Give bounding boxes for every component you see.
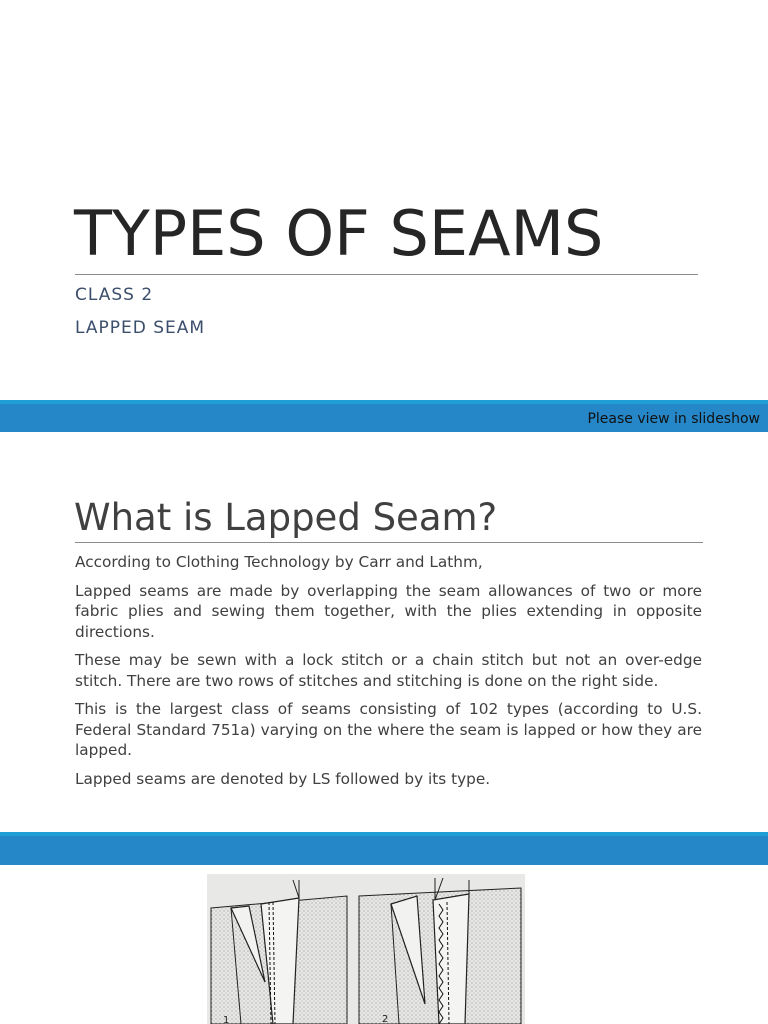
slide-separator-band [0, 400, 768, 432]
band-edge-line-2 [0, 832, 768, 836]
heading-divider [75, 542, 703, 543]
slide-separator-band-2 [0, 832, 768, 865]
band-edge-line [0, 400, 768, 404]
paragraph-stitches: These may be sewn with a lock stitch or a chain stitch but not an over-edge stitch. There are two rows of stitches and stitching is done on the right side. [75, 651, 702, 690]
paragraph-definition: Lapped seams are made by overlapping the seam allowances of two or more fabric plies and sewing them together, with the plies extending in opposite directions. [75, 581, 702, 641]
figure-label-2: 2 [382, 1014, 389, 1024]
title-slide [0, 0, 768, 400]
definition-body [75, 552, 702, 797]
seam-diagram-right [359, 878, 521, 1024]
slide-title: TYPES OF SEAMS [74, 197, 604, 270]
slideshow-note: Please view in slideshow [587, 411, 760, 427]
slide-subtitle-seam: LAPPED SEAM [75, 318, 206, 338]
title-divider [75, 274, 698, 275]
paragraph-types: This is the largest class of seams consisting of 102 types (according to U.S. Federal Standard 751a) varying on the where the seam is lapped or how they are lapped. [75, 700, 702, 759]
lapped-seam-illustration [207, 874, 525, 1024]
seam-diagram-icon [207, 874, 525, 1024]
paragraph-notation: Lapped seams are denoted by LS followed by its type. [75, 769, 491, 788]
figure-label-1: 1 [223, 1015, 230, 1024]
definition-heading: What is Lapped Seam? [74, 496, 498, 539]
slide-subtitle-class: CLASS 2 [75, 285, 154, 305]
paragraph-source: According to Clothing Technology by Carr and Lathm, [75, 553, 483, 571]
